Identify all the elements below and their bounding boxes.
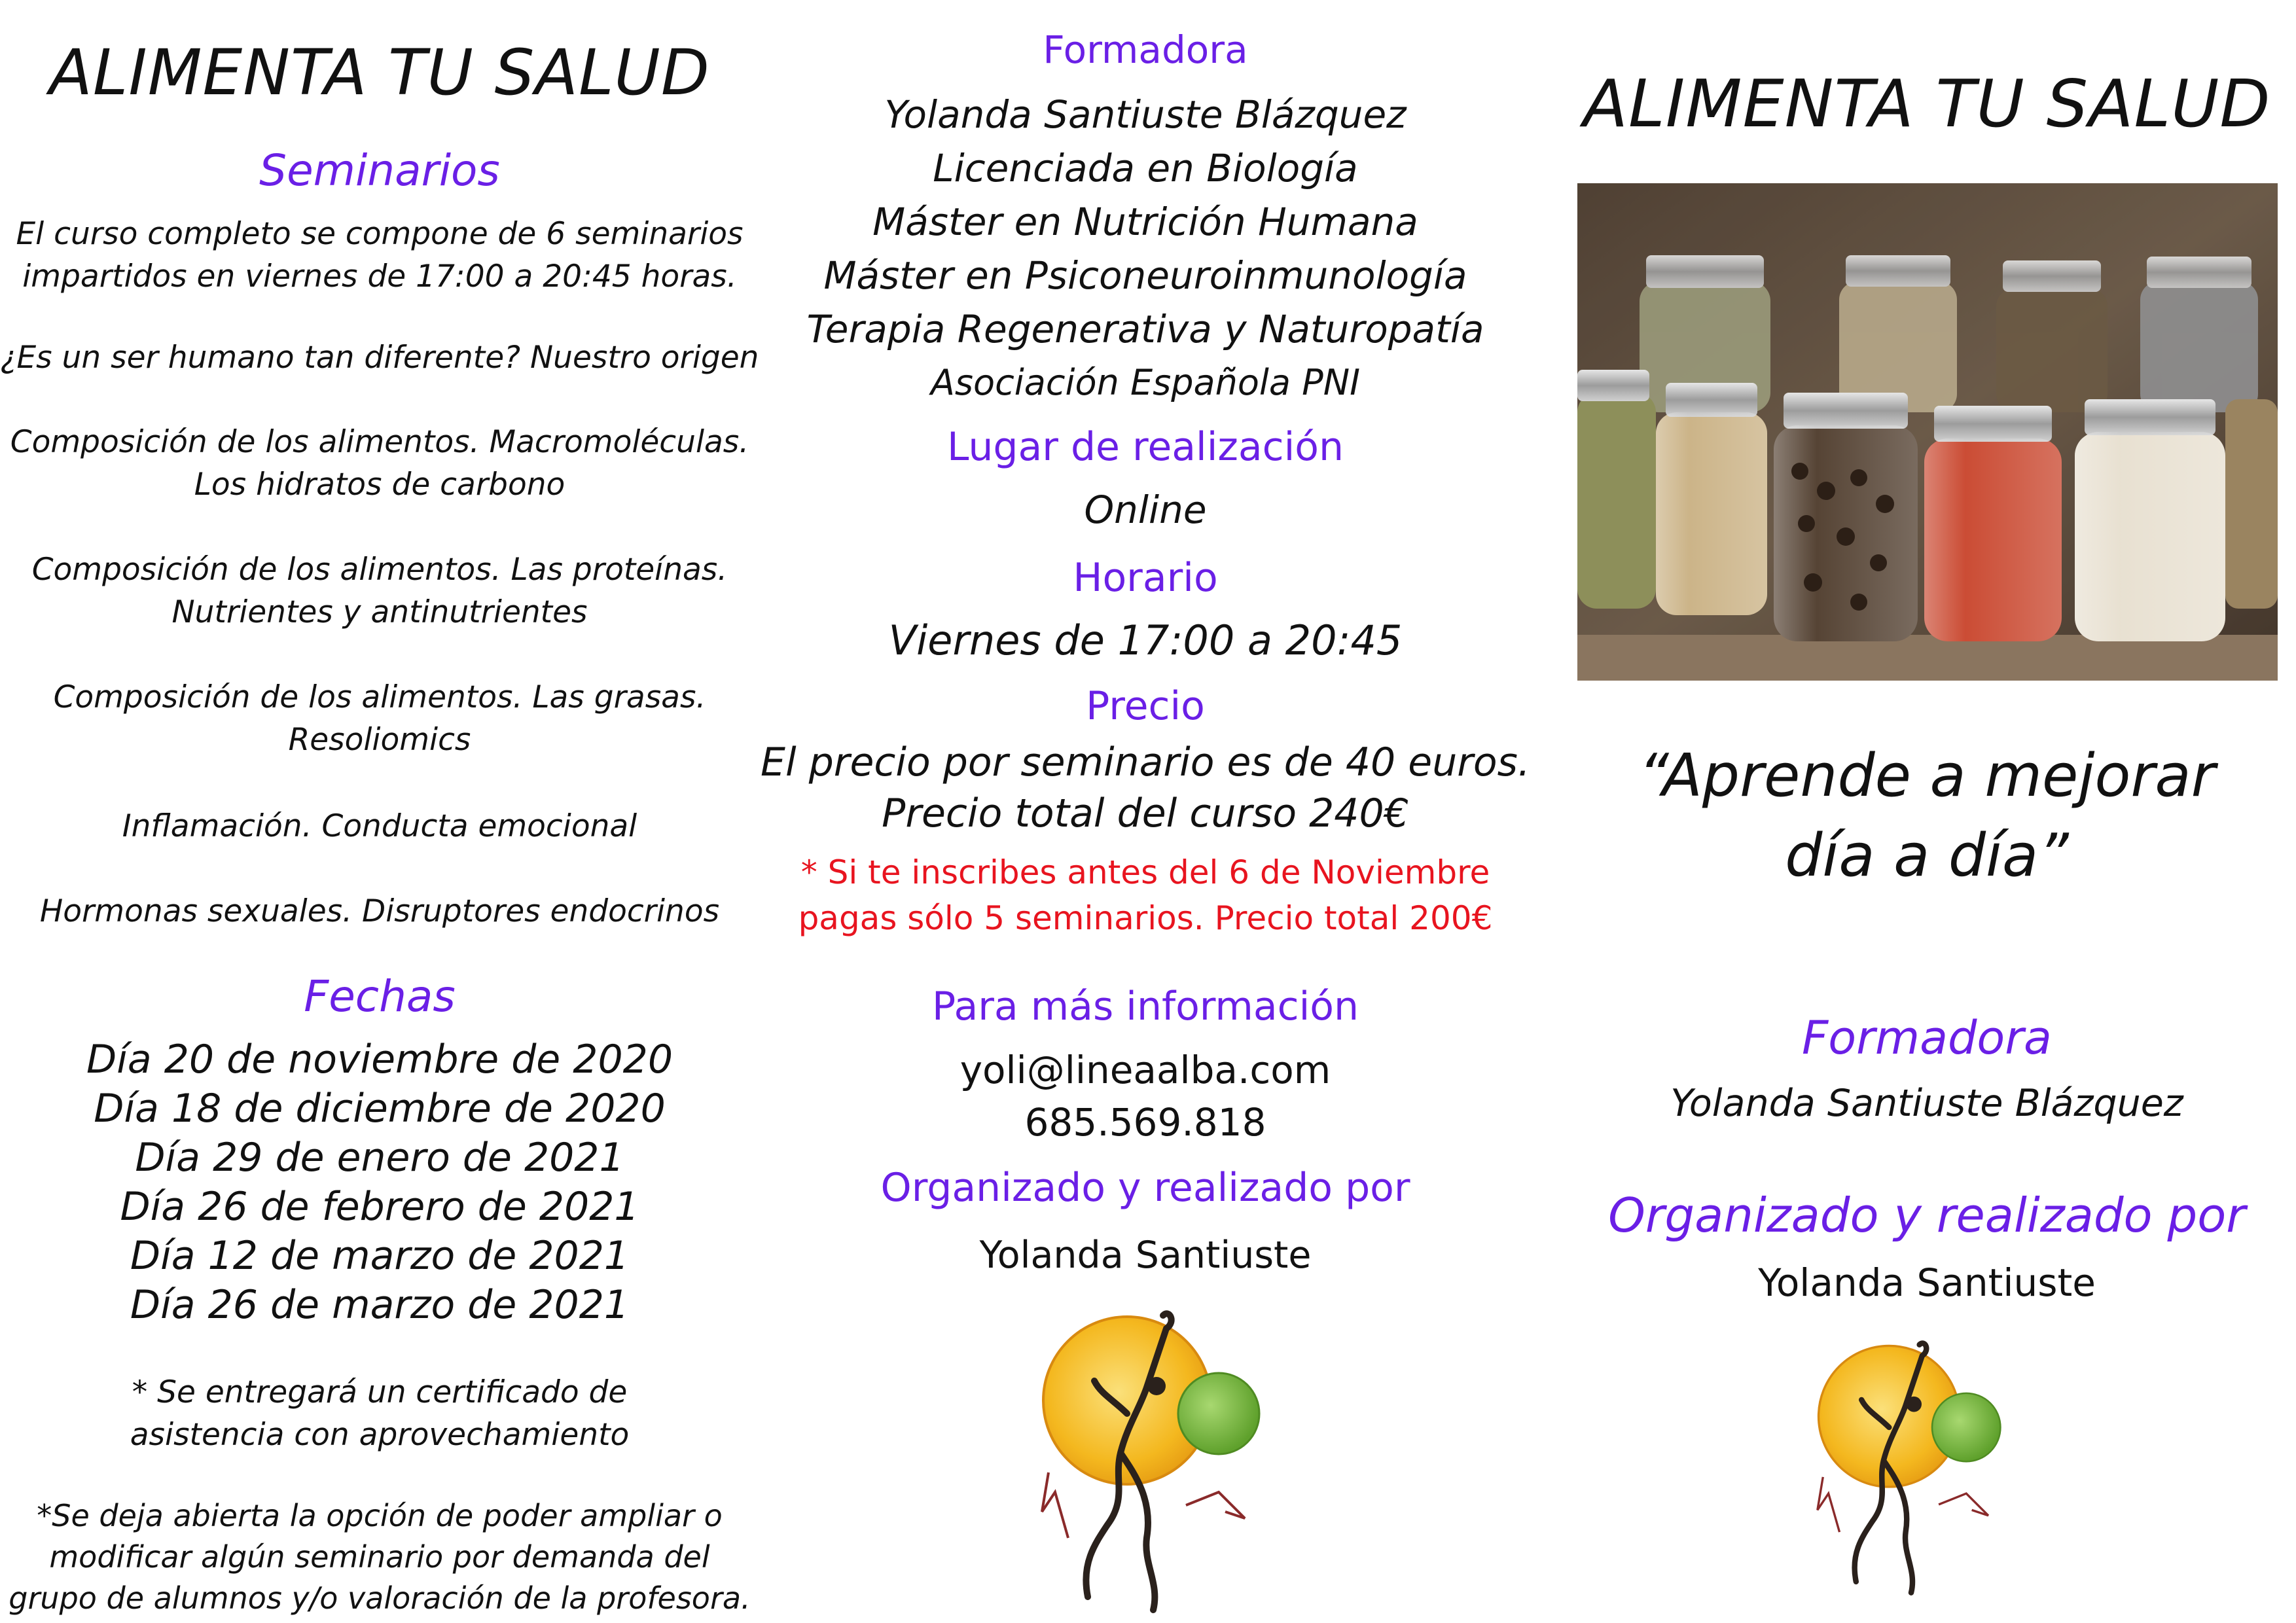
email-link[interactable]: yoli@lineaalba.com bbox=[960, 1048, 1331, 1092]
phone-number[interactable]: 685.569.818 bbox=[1024, 1100, 1266, 1145]
credential-line: Máster en Psiconeuroinmunología bbox=[823, 253, 1467, 298]
seminar-line: Los hidratos de carbono bbox=[194, 467, 565, 503]
dates-heading: Fechas bbox=[304, 971, 456, 1022]
date-item: Día 26 de marzo de 2021 bbox=[130, 1282, 630, 1328]
cover-logo-icon bbox=[1806, 1329, 2016, 1603]
credential-line: Terapia Regenerativa y Naturopatía bbox=[806, 307, 1484, 351]
dates-list bbox=[0, 1035, 759, 1330]
slogan-line: “Aprende a mejorar bbox=[1638, 741, 2215, 810]
seminar-line: Nutrientes y antinutrientes bbox=[171, 594, 588, 630]
trainer-credentials bbox=[759, 88, 1532, 410]
seminar-line: Composición de los alimentos. Las grasas. bbox=[53, 679, 706, 715]
date-item: Día 12 de marzo de 2021 bbox=[130, 1233, 630, 1279]
seminar-line: Inflamación. Conducta emocional bbox=[122, 808, 637, 844]
discount-line: * Si te inscribes antes del 6 de Noviembre bbox=[800, 853, 1490, 891]
price-heading: Precio bbox=[1086, 683, 1205, 729]
note-line: grupo de alumnos y/o valoración de la profesora. bbox=[9, 1580, 751, 1616]
contact-info bbox=[759, 1044, 1532, 1149]
seminar-line: Composición de los alimentos. Las proteínas. bbox=[31, 552, 728, 588]
seminar-line: Hormonas sexuales. Disruptores endocrinos bbox=[39, 893, 720, 929]
seminar-line: Resoliomics bbox=[288, 722, 471, 758]
logo-icon bbox=[1029, 1302, 1278, 1616]
credential-line: Máster en Nutrición Humana bbox=[872, 200, 1418, 244]
note-line: *Se deja abierta la opción de poder ampliar o bbox=[37, 1498, 723, 1533]
place-value: Online bbox=[1084, 488, 1207, 532]
date-item: Día 18 de diciembre de 2020 bbox=[94, 1086, 666, 1132]
course-intro bbox=[0, 213, 759, 298]
seminar-item bbox=[0, 336, 759, 379]
left-panel bbox=[0, 0, 759, 1623]
price-details bbox=[759, 737, 1532, 839]
schedule-value: Viernes de 17:00 a 20:45 bbox=[888, 616, 1403, 664]
place-heading: Lugar de realización bbox=[946, 424, 1344, 470]
seminar-item bbox=[0, 805, 759, 847]
spice-jars-photo bbox=[1577, 183, 2278, 681]
cover-trainer-heading: Formadora bbox=[1802, 1011, 2052, 1065]
course-intro-line: El curso completo se compone de 6 seminarios bbox=[16, 216, 744, 252]
credential-line: Yolanda Santiuste Blázquez bbox=[884, 92, 1407, 137]
date-item: Día 29 de enero de 2021 bbox=[135, 1135, 624, 1181]
date-item: Día 26 de febrero de 2021 bbox=[120, 1184, 639, 1230]
seminar-line: ¿Es un ser humano tan diferente? Nuestro origen bbox=[0, 340, 759, 376]
schedule-heading: Horario bbox=[1073, 555, 1218, 601]
note-line: modificar algún seminario por demanda del bbox=[49, 1539, 710, 1575]
course-intro-line: impartidos en viernes de 17:00 a 20:45 horas. bbox=[22, 259, 737, 294]
seminars-heading: Seminarios bbox=[259, 145, 500, 196]
info-heading: Para más información bbox=[931, 984, 1359, 1029]
price-line: El precio por seminario es de 40 euros. bbox=[761, 740, 1530, 785]
discount-line: pagas sólo 5 seminarios. Precio total 200€ bbox=[798, 899, 1493, 937]
note-line: * Se entregará un certificado de bbox=[132, 1374, 628, 1410]
certificate-note bbox=[0, 1371, 759, 1456]
modify-note bbox=[0, 1495, 759, 1619]
middle-panel bbox=[759, 0, 1532, 1623]
date-item: Día 20 de noviembre de 2020 bbox=[86, 1037, 673, 1082]
price-line: Precio total del curso 240€ bbox=[882, 791, 1409, 836]
cover-trainer-name: Yolanda Santiuste Blázquez bbox=[1670, 1082, 2183, 1125]
seminar-item bbox=[0, 548, 759, 633]
cover-organizer-name: Yolanda Santiuste bbox=[1758, 1260, 2096, 1305]
seminar-item bbox=[0, 890, 759, 933]
credential-line: Asociación Española PNI bbox=[930, 362, 1361, 403]
trainer-heading: Formadora bbox=[1043, 27, 1248, 72]
cover-title: ALIMENTA TU SALUD bbox=[1583, 65, 2271, 142]
credential-line: Licenciada en Biología bbox=[933, 146, 1358, 190]
seminar-item bbox=[0, 421, 759, 506]
slogan-line: día a día” bbox=[1785, 821, 2069, 890]
left-title: ALIMENTA TU SALUD bbox=[49, 36, 710, 109]
note-line: asistencia con aprovechamiento bbox=[130, 1417, 630, 1453]
seminar-line: Composición de los alimentos. Macromoléculas. bbox=[10, 424, 749, 460]
organizer-heading: Organizado y realizado por bbox=[880, 1165, 1410, 1211]
organizer-name: Yolanda Santiuste bbox=[979, 1234, 1312, 1277]
cover-organizer-heading: Organizado y realizado por bbox=[1608, 1188, 2246, 1243]
discount-note bbox=[759, 849, 1532, 941]
seminar-item bbox=[0, 676, 759, 761]
